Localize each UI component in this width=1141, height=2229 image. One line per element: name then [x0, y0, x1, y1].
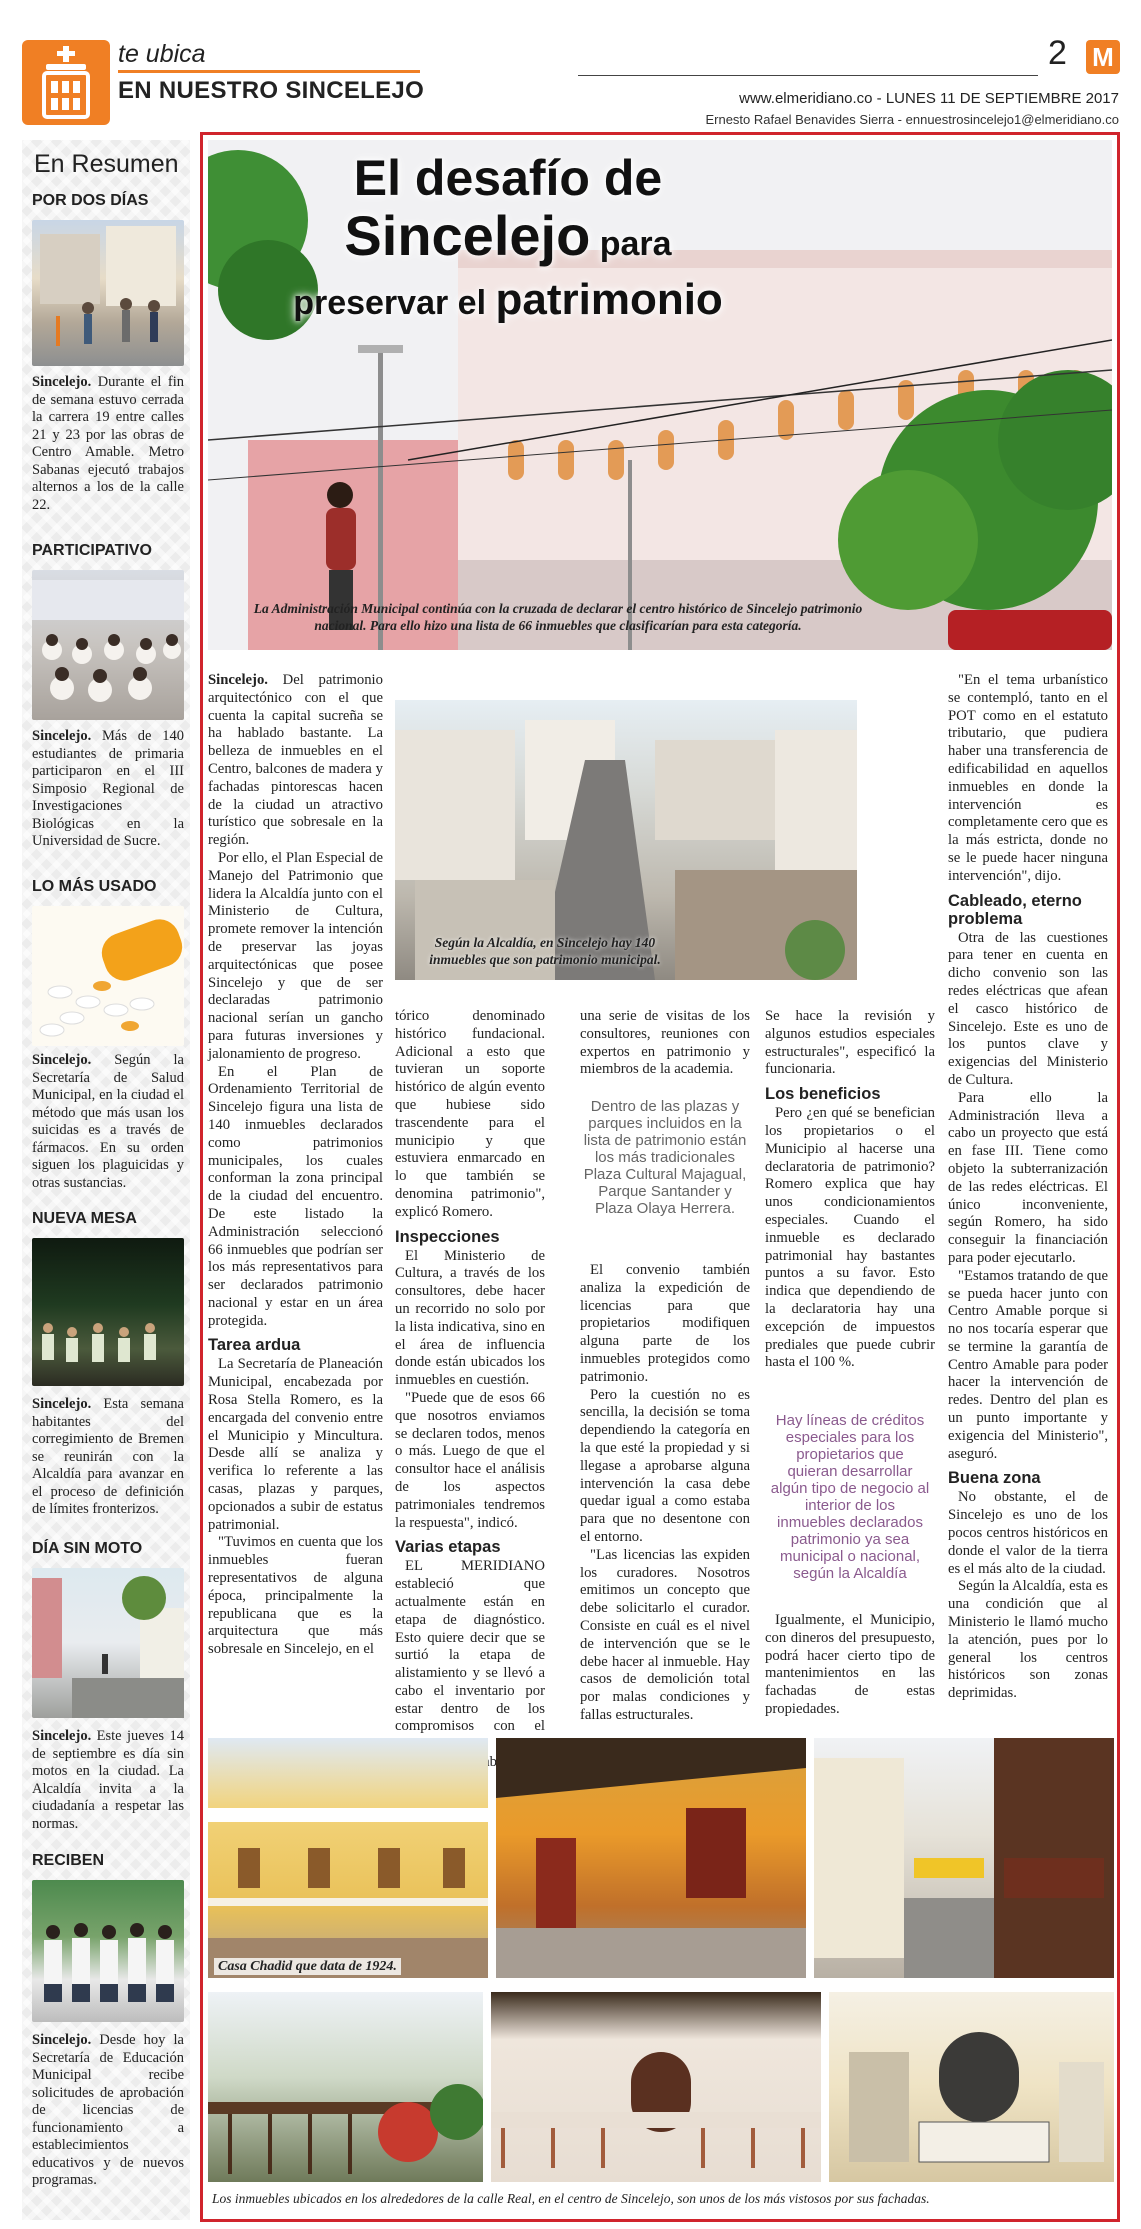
dateline: Sincelejo.	[208, 672, 268, 688]
casa-chadid-photo	[208, 1738, 488, 1978]
section-title: EN NUESTRO SINCELEJO	[118, 77, 425, 104]
article-column-2: tórico denominado histórico fundacional. Adicional a esto que tuvieran un soporte histórico de algún evento que hubiese sido trascendente para el municipio y que estuviera enmarcado en lo que también se denomina patrimonio", explicó Romero. Inspecciones El Ministerio de Cultura, a través de los consultores, debe hacer un recorrido no solo por la lista indicativa, sino en el área de influencia donde están ubicados los inmuebles en cuestión. "Puede que de esos 66 que nosotros enviamos se declaren todos, menos o más. Luego de que el consultor hace el análisis de los aspectos patrimoniales tendremos la respuesta", indicó. Varias etapas EL MERIDIANO estableció que actualmente están en etapa de diagnóstico. Esto quiere decir que se surtió la etapa de alistamiento y se llevó a cabo el inventario por estar dentro de los compromisos con el también	[395, 1008, 545, 1771]
terrace-photo	[208, 1992, 483, 2182]
bottom-caption: Los inmuebles ubicados en los alrededores de la calle Real, en el centro de Sincelejo, son unos de los más vistosos por sus fachadas.	[212, 2191, 930, 2206]
street-photo	[32, 1568, 184, 1718]
pull-quote-2: Hay líneas de créditos especiales para los propietarios que quieran desarrollar algún tipo de negocio al interior de los inmuebles declarados patrimonio ya sea municipal o nacional, según la Alcaldía	[770, 1412, 930, 1582]
aerial-caption: Según la Alcaldía, en Sincelejo hay 140 inmuebles que son patrimonio municipal.	[429, 935, 661, 967]
sidebar-heading: LO MÁS USADO	[32, 878, 157, 895]
sidebar-heading: RECIBEN	[32, 1852, 105, 1869]
article-column-3: una serie de visitas de los consultores, reuniones con expertos en patrimonio y miembros de la academia.	[580, 1008, 750, 1078]
section-kicker: te ubica	[118, 40, 206, 68]
sidebar-heading: NUEVA MESA	[32, 1210, 137, 1227]
subheading: Tarea ardua	[208, 1336, 301, 1355]
sidebar-heading: DÍA SIN MOTO	[32, 1540, 143, 1557]
article-column-4-cont: Igualmente, el Municipio, con dineros del presupuesto, podrá hacer cierto tipo de mantenimientos en las fachadas de estas propiedades.	[765, 1612, 935, 1717]
hero-caption: La Administración Municipal continúa con la cruzada de declarar el centro histórico de Sincelejo patrimonio nacional. Para ello hizo una lista de 66 inmuebles que clasificarían para esta categoría.	[253, 601, 863, 633]
sidebar-text: Sincelejo. Según la Secretaría de Salud Municipal, en la ciudad el método que más usan los suicidas es a través de fármacos. En su orden siguen los plaguicidas y otras sustancias.	[32, 1052, 184, 1191]
sidebar-summary	[22, 140, 190, 2220]
headline	[228, 150, 788, 329]
headline-line-3a: preservar el	[293, 284, 496, 322]
sidebar-heading: POR DOS DÍAS	[32, 192, 149, 209]
white-balcony-photo	[491, 1992, 821, 2182]
church-logo-icon	[22, 40, 110, 125]
headline-line-3b: patrimonio	[495, 275, 723, 324]
subheading: Cableado, eterno problema	[948, 891, 1082, 928]
sidebar-text: Sincelejo. Esta semana habitantes del corregimiento de Bremen se reunirán con la Alcaldía para avanzar en el proceso de definición de límites fronterizos.	[32, 1396, 184, 1517]
subheading: Inspecciones	[395, 1227, 500, 1246]
article-column-3-cont: El convenio también analiza la expedición de licencias para que propietarios modifiquen alguna parte de los inmuebles protegidos como patrimonio. Pero la cuestión no es sencilla, la decisión se toma dependiendo la categoría en la que esté la propiedad y si llegase a aprobarse alguna intervención la casa debe quedar igual a como estaba para que no desentone con el entorno. "Las licencias las expiden los curadores. Nosotros emitimos un concepto que debe solicitarlo el curador. Consiste en cuál es el nivel de intervención que se le debe hacer al inmueble. Hay casos de demolición total por malas condiciones y fallas estructurales.	[580, 1262, 750, 1723]
subheading: Los beneficios	[765, 1085, 881, 1104]
school-photo	[32, 1880, 184, 2022]
author-line: Ernesto Rafael Benavides Sierra - ennuestrosincelejo1@elmeridiano.co	[705, 112, 1119, 127]
sidebar-text: Sincelejo. Durante el fin de semana estuvo cerrada la carrera 19 entre calles 21 y 23 por las obras de Centro Amable. Metro Sabanas ejecutó trabajos alternos a los de la calle 22.	[32, 374, 184, 513]
sidebar-heading: PARTICIPATIVO	[32, 542, 152, 559]
header-rule	[578, 75, 1038, 76]
headline-line-1: El desafío de	[353, 150, 663, 206]
sidebar-title: En Resumen	[34, 150, 179, 178]
subheading: Varias etapas	[395, 1538, 501, 1557]
pull-quote-1: Dentro de las plazas y parques incluidos en la lista de patrimonio están los más tradicionales Plaza Cultural Majagual, Parque Santander y Plaza Olaya Herrera.	[583, 1098, 747, 1217]
casa-caption: Casa Chadid que data de 1924.	[214, 1958, 401, 1975]
pills-photo	[32, 906, 184, 1046]
street-works-photo	[32, 220, 184, 366]
brand-logo: M	[1086, 40, 1120, 74]
article-column-1: Sincelejo. Del patrimonio arquitectónico con el que cuenta la capital sucreña se ha hablado bastante. La belleza de inmuebles en el Centro, balcones de madera y fachadas pintorescas hacen de la ciudad un atractivo turístico que sobresale en la región. Por ello, el Plan Especial de Manejo del Patrimonio que lidera la Alcaldía junto con el Ministerio de Cultura, promete remover la intención de preservar las joyas arquitectónicas que posee Sincelejo y que de ser declaradas patrimonio nacional serían un gancho para futuras inversiones y jalonamiento de progreso. En el Plan de Ordenamiento Territorial de Sincelejo figura una lista de 140 inmuebles declarados como patrimonios municipales, los cuales conforman la zona principal de la ciudad del encuentro. De este listado la Administración seleccionó 66 inmuebles que podrían ser los más representativos para ser declarados patrimonio nacional y estar en un área protegida. Tarea ardua La Secretaría de Planeación Municipal, encabezada por Rosa Stella Romero, es la encargada del convenio entre el Municipio y Mincultura. Desde allí se analiza y verifica lo referente a las casas, plazas y parques, opcionados a subir de estatus patrimonial. "Tuvimos en cuenta que los inmuebles fueran representativos de alguna época, principalmente la republicana que es la arquitectura que más sobresale en Sincelejo, en el	[208, 672, 383, 1658]
sidebar-text: Sincelejo. Este jueves 14 de septiembre es día sin motos en la ciudad. La Alcaldía invita a la ciudadanía a respetar las normas.	[32, 1728, 184, 1832]
article-column-4: Se hace la revisión y algunos estudios especiales estructurales", especificó la funcionaria. Los beneficios Pero ¿en qué se benefician los propietarios o el Municipio al hacerse una declaratoria de patrimonio? Romero explica que hay unos condicionamientos especiales. Cuando el inmueble es declarado patrimonial hay bastantes puntos a su favor. Esto indica que dependiendo de la declaratoria hay una excepción de impuestos prediales que puede cubrir hasta el 100 %.	[765, 1008, 935, 1371]
meeting-photo	[32, 1238, 184, 1386]
students-photo	[32, 570, 184, 720]
article-column-5: "En el tema urbanístico se contempló, tanto en el POT como en el estatuto tributario, que pudiera haber una transferencia de edificabilidad en aquellos inmuebles en donde la intervención es completamente cero que es la más estricta, donde no se le puede hacer ninguna intervención", dijo. Cableado, eterno problema Otra de las cuestiones para tener en cuenta en dicho convenio son las redes eléctricas que afean el casco histórico de Sincelejo. Este es uno de los puntos clave y exigencias del Ministerio de Cultura. Para ello la Administración lleva a cabo un proyecto que está en fase III. Tiene como objeto la subterranización de las redes eléctricas. El único inconveniente, según Romero, ha sido conseguir la financiación para poder ejecutarlo. "Estamos tratando de que se pueda hacer junto con Centro Amable porque si no nos tocaría esperar que se termine la garantía de Centro Amable para poder hacer la intervención de redes. Dentro del plan es un punto importante y exigencia del Ministerio", aseguró. Buena zona No obstante, el de Sincelejo es uno de los pocos centros históricos en donde el valor de la tierra es el más alto de la ciudad. Según la Alcaldía, esta es una condición que al Ministerio le llamó mucho la atención, pues por lo general los centros históricos son zonas deprimidas.	[948, 672, 1108, 1702]
page-number: 2	[1048, 34, 1067, 72]
street-balcony-photo	[814, 1738, 1114, 1978]
headline-line-2b: para	[590, 225, 672, 263]
subheading: Buena zona	[948, 1469, 1041, 1488]
accent-rule	[118, 70, 420, 73]
sidebar-text: Sincelejo. Desde hoy la Secretaría de Educación Municipal recibe solicitudes de aprobación de licencias de funcionamiento a establecimientos educativos y de nuevos programas.	[32, 2032, 184, 2188]
yellow-house-photo	[496, 1738, 806, 1978]
arched-facade-photo	[829, 1992, 1114, 2182]
web-date[interactable]: www.elmeridiano.co - LUNES 11 DE SEPTIEMBRE 2017	[739, 90, 1119, 107]
headline-line-2: Sincelejo	[344, 204, 591, 267]
sidebar-text: Sincelejo. Más de 140 estudiantes de primaria participaron en el III Simposio Regional de Investigaciones Biológicas en la Universidad de Sucre.	[32, 728, 184, 849]
